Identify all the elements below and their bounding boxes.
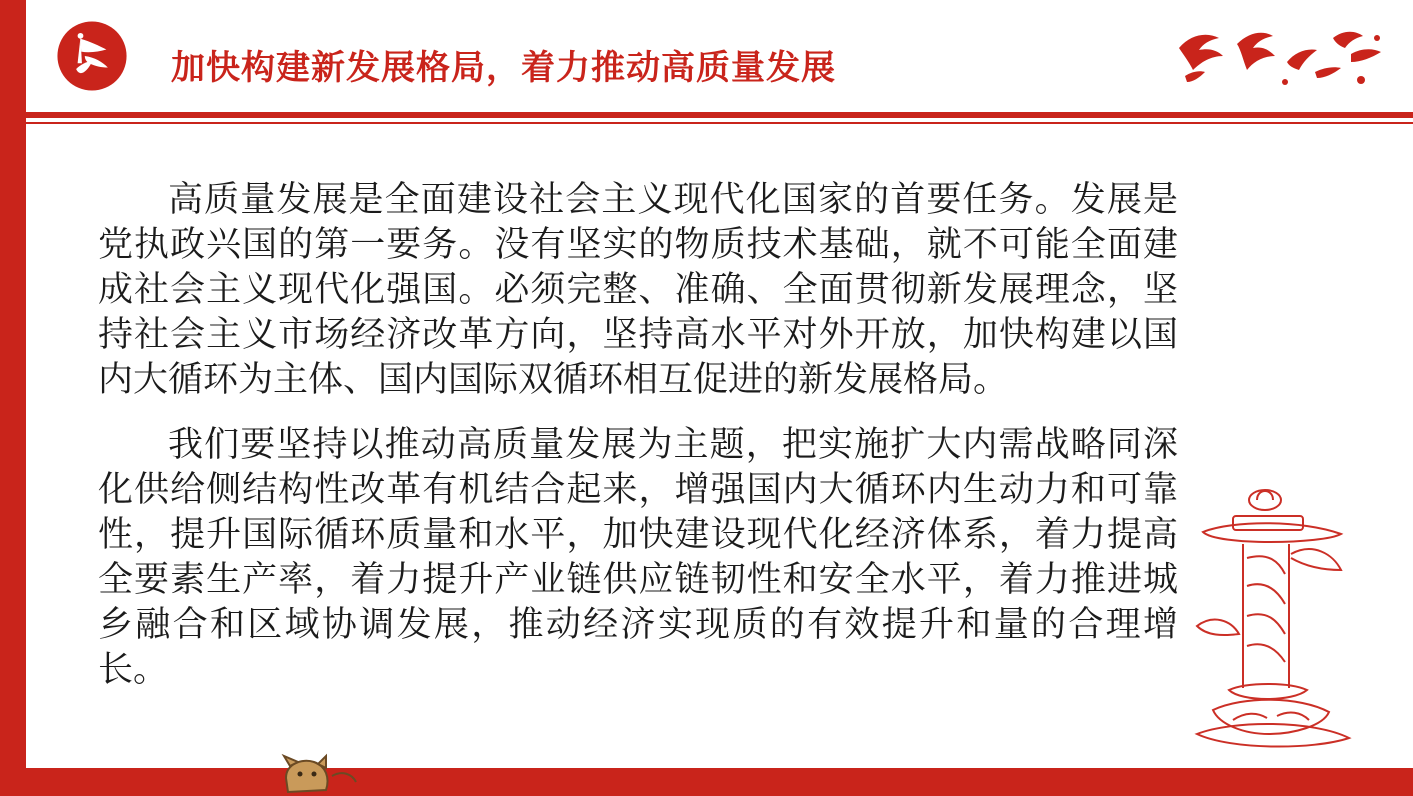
header-divider bbox=[26, 112, 1413, 118]
huabiao-pillar-icon bbox=[1173, 458, 1373, 758]
page-title: 加快构建新发展格局，着力推动高质量发展 bbox=[171, 48, 836, 88]
party-emblem-icon bbox=[56, 20, 128, 92]
flying-doves-icon bbox=[1165, 18, 1395, 104]
body-paragraph-2: 我们要坚持以推动高质量发展为主题，把实施扩大内需战略同深化供给侧结构性改革有机结合起来，增强国内大循环内生动力和可靠性，提升国际循环质量和水平，加快建设现代化经济体系，着力提高全要素生产率，着力提升产业链供应链韧性和安全水平，着力推进城乡融合和区域协调发展，推动经济实现质的有效提升和量的合理增长。 bbox=[98, 425, 1178, 690]
footer-figure-icon bbox=[268, 752, 360, 796]
footer-accent-band bbox=[0, 768, 1413, 796]
body-paragraph-1: 高质量发展是全面建设社会主义现代化国家的首要任务。发展是党执政兴国的第一要务。没有坚实的物质技术基础，就不可能全面建成社会主义现代化强国。必须完整、准确、全面贯彻新发展理念，坚持社会主义市场经济改革方向，坚持高水平对外开放，加快构建以国内大循环为主体、国内国际双循环相互促进的新发展格局。 bbox=[98, 180, 1178, 400]
header-divider-thin bbox=[26, 122, 1413, 124]
slide-header bbox=[26, 0, 1413, 112]
left-accent-bar bbox=[0, 0, 26, 796]
